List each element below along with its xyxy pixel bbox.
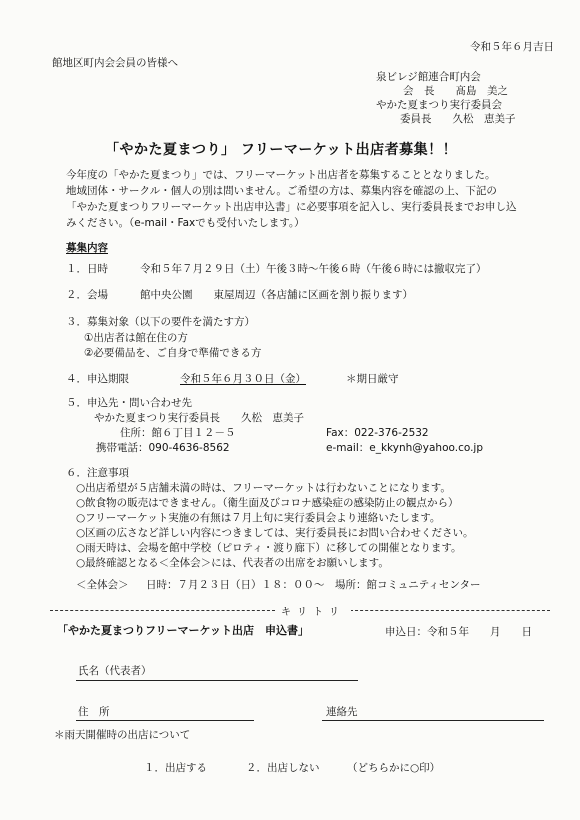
note-line-3: ○フリーマーケット実施の有無は７月上旬に実行委員会より連絡いたします。: [76, 512, 441, 524]
contact-address: 住所：館６丁目１２－５: [120, 427, 236, 439]
form-date: 申込日：令和５年 月 日: [385, 626, 532, 638]
note-line-1: ○出店希望が５店舗未満の時は、フリーマーケットは行わないことになります。: [76, 482, 451, 494]
rain-label: ＊雨天開催時の出店について: [54, 729, 191, 741]
contact-field[interactable]: [322, 720, 544, 721]
contact-name: やかた夏まつり実行委員長 久松 恵美子: [94, 412, 304, 424]
note-line-6: ○最終確認となる＜全体会＞には、代表者の出席をお願いします。: [76, 557, 389, 569]
contact-label: ５．申込先・問い合わせ先: [66, 397, 192, 409]
notes-label: ６．注意事項: [66, 467, 129, 479]
name-field[interactable]: [76, 680, 358, 681]
form-title: 「やかた夏まつりフリーマーケット出店 申込書」: [57, 624, 310, 637]
meeting-value: 日時：７月２３日（日）１８：００～ 場所：館コミュニティセンター: [146, 579, 481, 591]
intro-line-2: 地域団体・サークル・個人の別は問いません。ご希望の方は、募集内容を確認の上、下記の: [66, 185, 497, 197]
target-label: ３．募集対象（以下の要件を満たす方）: [66, 316, 255, 328]
sender-org-2: やかた夏まつり実行委員会: [376, 99, 502, 111]
option-not-attend[interactable]: ２．出店しない: [246, 762, 320, 774]
address-field[interactable]: [76, 720, 254, 721]
issue-date: 令和５年６月吉日: [470, 41, 554, 53]
note-line-4: ○区画の広さなど詳しい内容につきましては、実行委員長にお問い合わせください。: [76, 527, 474, 539]
note-line-5: ○雨天時は、会場を館中学校（ピロティ・渡り廊下）に移しての開催となります。: [76, 542, 462, 554]
name-label: 氏名（代表者）: [78, 665, 152, 677]
deadline-value: 令和５年６月３０日（金）: [180, 373, 306, 385]
meeting-label: ＜全体会＞: [76, 579, 129, 591]
option-attend[interactable]: １．出店する: [144, 762, 207, 774]
option-note: （どちらかに○印）: [347, 762, 441, 774]
contact-email: e-mail：e_kkynh@yahoo.co.jp: [326, 442, 484, 454]
target-item-2: ②必要備品を、ご自身で準備できる方: [84, 347, 262, 359]
note-line-2: ○飲食物の販売はできません。（衛生面及びコロナ感染症の感染防止の観点から）: [76, 497, 459, 509]
venue-label: ２．会場: [66, 289, 108, 301]
intro-line-4: みください。（e-mail・Faxでも受付いたします。）: [66, 217, 305, 229]
section-heading: 募集内容: [66, 242, 108, 254]
sender-org-1: 泉ビレジ館連合町内会: [376, 71, 481, 83]
deadline-label: ４．申込期限: [66, 373, 129, 385]
cut-label: キリトリ: [275, 603, 351, 618]
intro-line-3: 「やかた夏まつりフリーマーケット出店申込書」に必要事項を記入し、実行委員長までお申し込: [66, 201, 517, 213]
addressee: 館地区町内会会員の皆様へ: [52, 57, 178, 69]
sender-committee-chair: 委員長 久松 恵美子: [400, 113, 516, 125]
date-label: １．日時: [66, 263, 108, 275]
deadline-note: ＊期日厳守: [346, 373, 399, 385]
contact-field-label: 連絡先: [326, 706, 358, 718]
contact-mobile: 携帯電話：090-4636-8562: [96, 442, 230, 454]
contact-fax: Fax：022-376-2532: [326, 427, 429, 439]
address-label: 住 所: [78, 706, 110, 718]
target-item-1: ①出店者は館在住の方: [84, 332, 188, 344]
sender-chair: 会 長 髙島 美之: [403, 85, 508, 97]
venue-value: 館中央公園 東屋周辺（各店舗に区画を割り振ります）: [140, 289, 413, 301]
intro-line-1: 今年度の「やかた夏まつり」では、フリーマーケット出店者を募集することとなりました。: [66, 169, 496, 181]
date-value: 令和５年７月２９日（土）午後３時～午後６時（午後６時には撤収完了）: [140, 263, 487, 275]
cut-line: [50, 603, 550, 617]
page-title: 「やかた夏まつり」 フリーマーケット出店者募集！！: [105, 142, 458, 158]
